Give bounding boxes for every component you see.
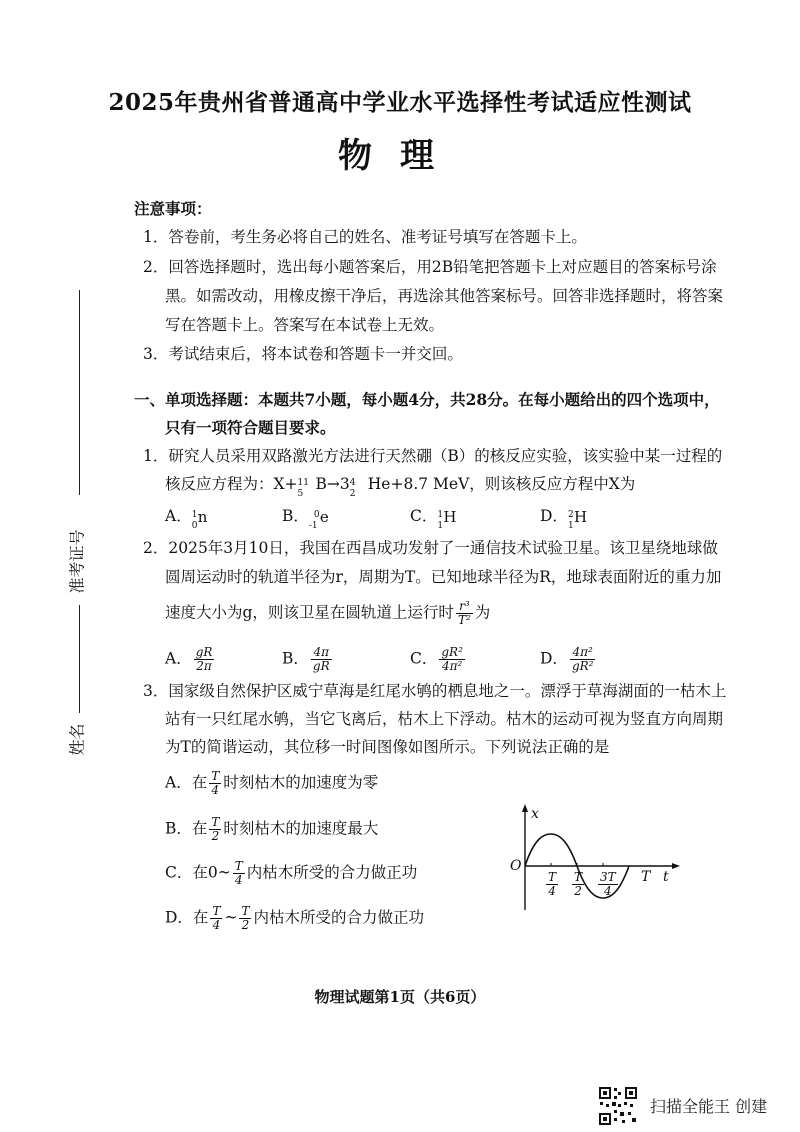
- q1-option-b: B． 0 -1 e: [282, 507, 329, 531]
- q2-option-a: A． $\frac{gR}{2\pi}$: [165, 645, 213, 673]
- notice-heading: 注意事项：: [134, 199, 212, 218]
- q2-option-b: B． $\frac{4\pi}{gR}$: [282, 645, 330, 673]
- q1-stem-line2: 核反应方程为：X+ 11 5 B→3 4 2 He+8.7 MeV，则该核反应方程中X为: [165, 475, 636, 499]
- qr-code-icon: [598, 1086, 638, 1126]
- q3-stem-line2: 站有一只红尾水鸲，当它飞离后，枯木上下浮动。枯木的运动可视为竖直方向周期: [165, 710, 724, 728]
- exam-title: 2025年贵州省普通高中学业水平选择性考试适应性测试: [108, 89, 692, 116]
- notice-item: 1．答卷前，考生务必将自己的姓名、准考证号填写在答题卡上。: [143, 228, 587, 246]
- helium-nuclide: 4 2: [349, 478, 356, 499]
- page-footer: 物理试题第1页（共6页）: [314, 988, 486, 1006]
- notice-item: 黑。如需改动，用橡皮擦干净后，再选涂其他答案标号。回答非选择题时，将答案: [165, 287, 724, 305]
- boron-nuclide: 11 5: [297, 478, 309, 499]
- q3-option-a: A．在 $\frac{T}{4}$ 时刻枯木的加速度为零: [165, 769, 379, 797]
- q1-option-a: A． 1 0 n: [165, 507, 208, 531]
- notice-item: 2．回答选择题时，选出每小题答案后，用2B铅笔把答题卡上对应题目的答案标号涂: [143, 258, 717, 276]
- notice-item: 3．考试结束后，将本试卷和答题卡一并交回。: [143, 345, 463, 363]
- exam-id-label: 准考证号: [67, 529, 87, 594]
- q3-option-d: D．在 $\frac{T}{4}$ ~ $\frac{T}{2}$ 内枯木所受的合力做正功: [165, 904, 424, 932]
- graph-tick-label-3t4: $\frac{3T}{4}$: [600, 870, 616, 898]
- q1-stem-line1: 1．研究人员采用双路激光方法进行天然硼（B）的核反应实验，该实验中某一过程的: [143, 447, 723, 465]
- graph-y-label: x: [531, 806, 539, 822]
- exam-id-blank-line-bottom: [79, 605, 80, 713]
- section-heading: 一、单项选择题：本题共7小题，每小题4分，共28分。在每小题给出的四个选项中，: [134, 390, 720, 409]
- q3-option-c: C．在0~ $\frac{T}{4}$ 内枯木所受的合力做正功: [165, 859, 418, 887]
- scanner-watermark: 扫描全能王 创建: [650, 1097, 768, 1116]
- graph-origin: O: [510, 858, 522, 874]
- q2-option-c: C． $\frac{\text{gR²}}{\text{4π²}}$: [410, 645, 463, 673]
- graph-x-label: t: [663, 869, 669, 885]
- x-axis-arrow: [672, 863, 680, 869]
- exam-id-blank-line-top: [79, 290, 80, 495]
- name-label: 姓名: [67, 723, 87, 756]
- subject-title: 物理: [338, 136, 462, 176]
- notice-item: 写在答题卡上。答案写在本试卷上无效。: [165, 316, 445, 334]
- y-axis-arrow: [522, 804, 528, 812]
- section-heading-cont: 只有一项符合题目要求。: [165, 418, 336, 437]
- graph-tick-label-t: T: [641, 869, 651, 885]
- q2-stem-line2: 圆周运动时的轨道半径为r，周期为T。已知地球半径为R，地球表面附近的重力加: [165, 568, 722, 586]
- q3-stem-line1: 3．国家级自然保护区威宁草海是红尾水鸲的栖息地之一。漂浮于草海湖面的一枯木上: [143, 682, 727, 700]
- q2-stem-line3: 速度大小为g，则该卫星在圆轨道上运行时 $\frac{\text{r³}}{\text{T²}}$ 为: [165, 599, 491, 627]
- q2-fraction: $\frac{\text{r³}}{\text{T²}}$: [457, 599, 471, 627]
- q1-option-c: C． 1 1 H: [410, 507, 457, 531]
- q3-option-b: B．在 $\frac{T}{2}$ 时刻枯木的加速度最大: [165, 815, 379, 843]
- q2-option-d: D． $\frac{\text{4π²}}{\text{gR²}}$: [540, 645, 594, 673]
- q3-stem-line3: 为T的简谐运动，其位移一时间图像如图所示。下列说法正确的是: [165, 738, 610, 756]
- graph-tick-label-t2: $\frac{T}{2}$: [574, 870, 583, 898]
- q1-option-d: D． 2 1 H: [540, 507, 588, 531]
- q2-stem-line1: 2．2025年3月10日，我国在西昌成功发射了一通信技术试验卫星。该卫星绕地球做: [143, 539, 718, 557]
- graph-tick-label-t4: $\frac{T}{4}$: [548, 870, 557, 898]
